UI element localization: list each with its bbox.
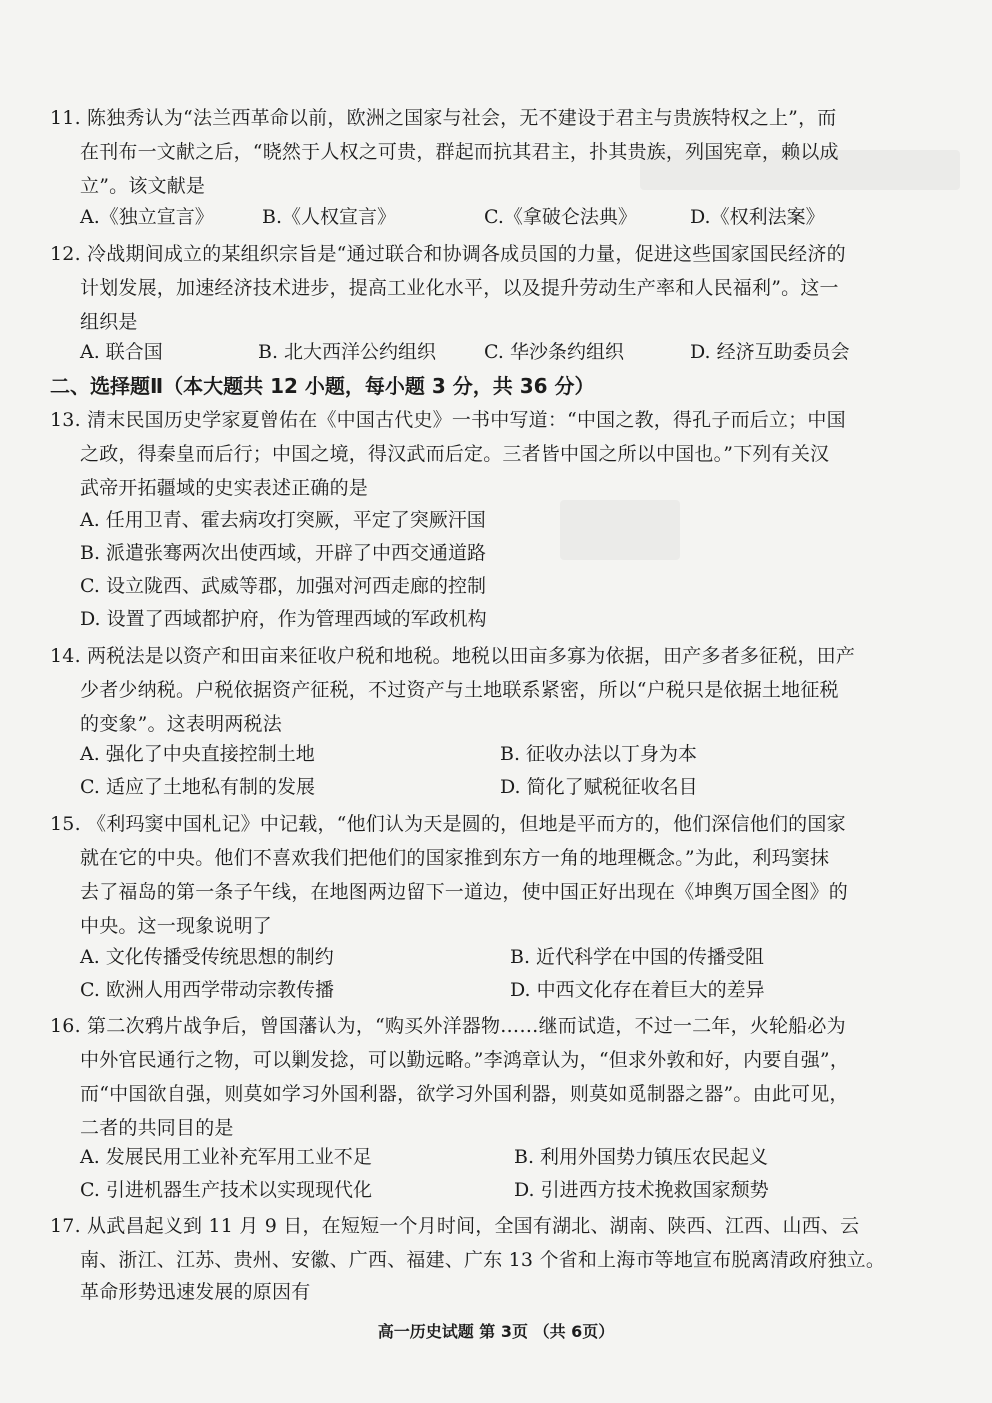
question-16-line-1: 16. 第二次鸦片战争后，曾国藩认为，“购买外洋器物……继而试造，不过一二年，火轮船必为 bbox=[50, 1015, 846, 1037]
question-16-line-4: 二者的共同目的是 bbox=[80, 1117, 234, 1139]
question-12-option-a: A. 联合国 bbox=[80, 341, 163, 363]
question-14-line-1: 14. 两税法是以资产和田亩来征收户税和地税。地税以田亩多寡为依据，田产多者多征税，田产 bbox=[50, 645, 856, 667]
question-11-option-c: C.《拿破仑法典》 bbox=[484, 206, 637, 228]
question-15-line-3: 去了福岛的第一条子午线，在地图两边留下一道边，使中国正好出现在《坤舆万国全图》的 bbox=[80, 881, 849, 903]
question-13-option-b: B. 派遣张骞两次出使西域，开辟了中西交通道路 bbox=[80, 542, 487, 564]
question-11-line-2: 在刊布一文献之后，“晓然于人权之可贵，群起而抗其君主，扑其贵族，列国宪章，赖以成 bbox=[80, 141, 839, 163]
question-13-option-a: A. 任用卫青、霍去病攻打突厥，平定了突厥汗国 bbox=[80, 509, 486, 531]
question-13-option-d: D. 设置了西域都护府，作为管理西域的军政机构 bbox=[80, 608, 487, 630]
page-footer: 高一历史试题 第 3页 （共 6页） bbox=[377, 1322, 615, 1341]
question-11-option-a: A.《独立宣言》 bbox=[80, 206, 214, 228]
question-15-line-2: 就在它的中央。他们不喜欢我们把他们的国家推到东方一角的地理概念。”为此，利玛窦抹 bbox=[80, 847, 830, 869]
question-13-line-3: 武帝开拓疆域的史实表述正确的是 bbox=[80, 477, 369, 499]
question-17-line-2: 南、浙江、江苏、贵州、安徽、广西、福建、广东 13 个省和上海市等地宣布脱离清政府独立。 bbox=[80, 1249, 886, 1271]
question-12-line-2: 计划发展，加速经济技术进步，提高工业化水平，以及提升劳动生产率和人民福利”。这一 bbox=[80, 277, 839, 299]
question-13-line-2: 之政，得秦皇而后行；中国之境，得汉武而后定。三者皆中国之所以中国也。”下列有关汉 bbox=[80, 443, 830, 465]
section-heading: 二、选择题Ⅱ（本大题共 12 小题，每小题 3 分，共 36 分） bbox=[50, 374, 595, 398]
question-11-option-b: B.《人权宣言》 bbox=[262, 206, 397, 228]
question-15-option-b: B. 近代科学在中国的传播受阻 bbox=[510, 946, 765, 968]
question-16-option-c: C. 引进机器生产技术以实现现代化 bbox=[80, 1179, 372, 1201]
question-12-line-3: 组织是 bbox=[80, 311, 138, 333]
question-14-option-a: A. 强化了中央直接控制土地 bbox=[80, 743, 315, 765]
question-15-option-c: C. 欧洲人用西学带动宗教传播 bbox=[80, 979, 334, 1001]
question-14-option-b: B. 征收办法以丁身为本 bbox=[500, 743, 698, 765]
question-15-option-d: D. 中西文化存在着巨大的差异 bbox=[510, 979, 765, 1001]
question-16-line-2: 中外官民通行之物，可以剿发捻，可以勤远略。”李鸿章认为，“但求外敦和好，内要自强”， bbox=[80, 1049, 850, 1071]
question-11-option-d: D.《权利法案》 bbox=[690, 206, 825, 228]
question-17-line-1: 17. 从武昌起义到 11 月 9 日，在短短一个月时间，全国有湖北、湖南、陕西、江西、山西、云 bbox=[50, 1215, 860, 1237]
question-13-line-1: 13. 清末民国历史学家夏曾佑在《中国古代史》一书中写道：“中国之教，得孔子而后立；中国 bbox=[50, 409, 846, 431]
question-13-option-c: C. 设立陇西、武威等郡，加强对河西走廊的控制 bbox=[80, 575, 486, 597]
question-14-option-c: C. 适应了土地私有制的发展 bbox=[80, 776, 315, 798]
question-15-line-1: 15. 《利玛窦中国札记》中记载，“他们认为天是圆的，但地是平而方的，他们深信他们的国家 bbox=[50, 813, 846, 835]
question-14-option-d: D. 简化了赋税征收名目 bbox=[500, 776, 698, 798]
question-12-option-c: C. 华沙条约组织 bbox=[484, 341, 624, 363]
scan-smudge bbox=[560, 500, 680, 560]
question-11-line-1: 11. 陈独秀认为“法兰西革命以前，欧洲之国家与社会，无不建设于君主与贵族特权之上”，而 bbox=[50, 107, 837, 129]
question-14-line-3: 的变象”。这表明两税法 bbox=[80, 713, 282, 735]
question-15-line-4: 中央。这一现象说明了 bbox=[80, 915, 273, 937]
question-16-option-d: D. 引进西方技术挽救国家颓势 bbox=[514, 1179, 769, 1201]
question-16-line-3: 而“中国欲自强，则莫如学习外国利器，欲学习外国利器，则莫如觅制器之器”。由此可见， bbox=[80, 1083, 849, 1105]
question-15-option-a: A. 文化传播受传统思想的制约 bbox=[80, 946, 334, 968]
question-17-line-3: 革命形势迅速发展的原因有 bbox=[80, 1281, 311, 1303]
question-16-option-a: A. 发展民用工业补充军用工业不足 bbox=[80, 1146, 372, 1168]
question-14-line-2: 少者少纳税。户税依据资产征税，不过资产与土地联系紧密，所以“户税只是依据土地征税 bbox=[80, 679, 839, 701]
question-12-option-b: B. 北大西洋公约组织 bbox=[258, 341, 437, 363]
question-12-line-1: 12. 冷战期间成立的某组织宗旨是“通过联合和协调各成员国的力量，促进这些国家国民经济的 bbox=[50, 243, 846, 265]
question-11-line-3: 立”。该文献是 bbox=[80, 175, 206, 197]
question-12-option-d: D. 经济互助委员会 bbox=[690, 341, 850, 363]
question-16-option-b: B. 利用外国势力镇压农民起义 bbox=[514, 1146, 769, 1168]
